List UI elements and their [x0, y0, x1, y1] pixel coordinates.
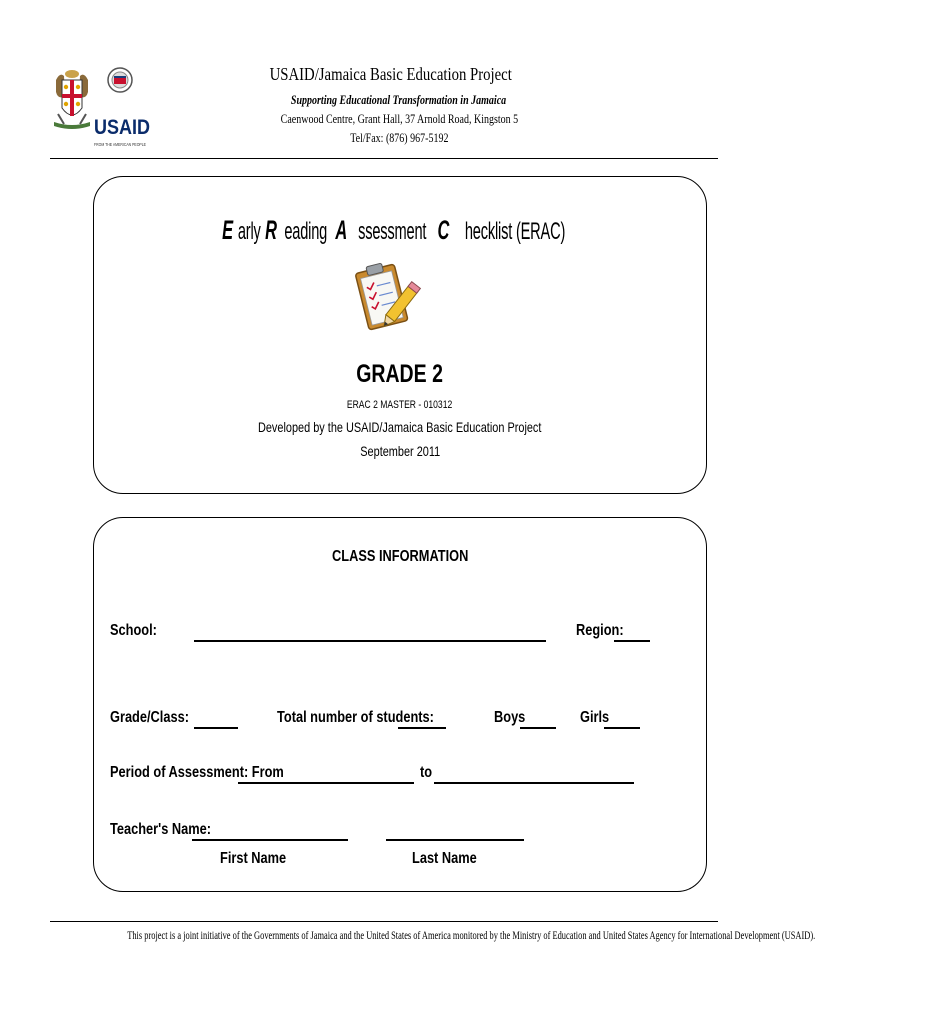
usaid-wordmark: USAID: [94, 116, 150, 139]
cover-box: [93, 176, 707, 494]
region-field[interactable]: [614, 640, 650, 642]
total-students-label: Total number of students:: [277, 709, 434, 726]
header-divider: [50, 158, 718, 159]
header-address: Caenwood Centre, Grant Hall, 37 Arnold Road, Kingston 5: [280, 112, 518, 126]
document-title: E arlyR eadingA ssessmentC hecklist (ERAC): [222, 215, 566, 245]
footer-text: This project is a joint initiative of the Governments of Jamaica and the United States of America monitored by the Ministry of Education and United States Agency for International Development (USAID).: [127, 930, 816, 942]
period-to-field[interactable]: [434, 782, 634, 784]
grade-class-label: Grade/Class:: [110, 709, 189, 726]
developed-by-text: Developed by the USAID/Jamaica Basic Education Project: [258, 419, 542, 435]
teacher-last-name-field[interactable]: [386, 839, 524, 841]
school-field[interactable]: [194, 640, 546, 642]
last-name-caption: Last Name: [412, 850, 477, 867]
girls-label: Girls: [580, 709, 610, 726]
usaid-tagline: FROM THE AMERICAN PEOPLE: [94, 142, 146, 147]
clipboard-pencil-icon: [352, 257, 420, 339]
period-from-field[interactable]: [238, 782, 414, 784]
header-phone: Tel/Fax: (876) 967-5192: [349, 131, 449, 145]
header-title: USAID/Jamaica Basic Education Project: [269, 64, 513, 84]
teacher-first-name-field[interactable]: [192, 839, 348, 841]
school-label: School:: [110, 622, 157, 639]
period-to-label: to: [420, 764, 433, 781]
first-name-caption: First Name: [220, 850, 287, 867]
footer-divider: [50, 921, 718, 922]
grade-title: GRADE 2: [356, 360, 444, 388]
boys-label: Boys: [494, 709, 526, 726]
boys-field[interactable]: [520, 727, 556, 729]
region-label: Region:: [576, 622, 624, 639]
girls-field[interactable]: [604, 727, 640, 729]
header-subtitle: Supporting Educational Transformation in Jamaica: [291, 93, 507, 107]
class-info-heading: CLASS INFORMATION: [331, 548, 469, 565]
teacher-name-label: Teacher's Name:: [110, 821, 211, 838]
total-students-field[interactable]: [398, 727, 446, 729]
period-from-label: Period of Assessment: From: [110, 764, 284, 781]
grade-class-field[interactable]: [194, 727, 238, 729]
class-information-box: [93, 517, 707, 892]
document-code: ERAC 2 MASTER - 010312: [347, 399, 453, 411]
document-date: September 2011: [360, 443, 440, 459]
